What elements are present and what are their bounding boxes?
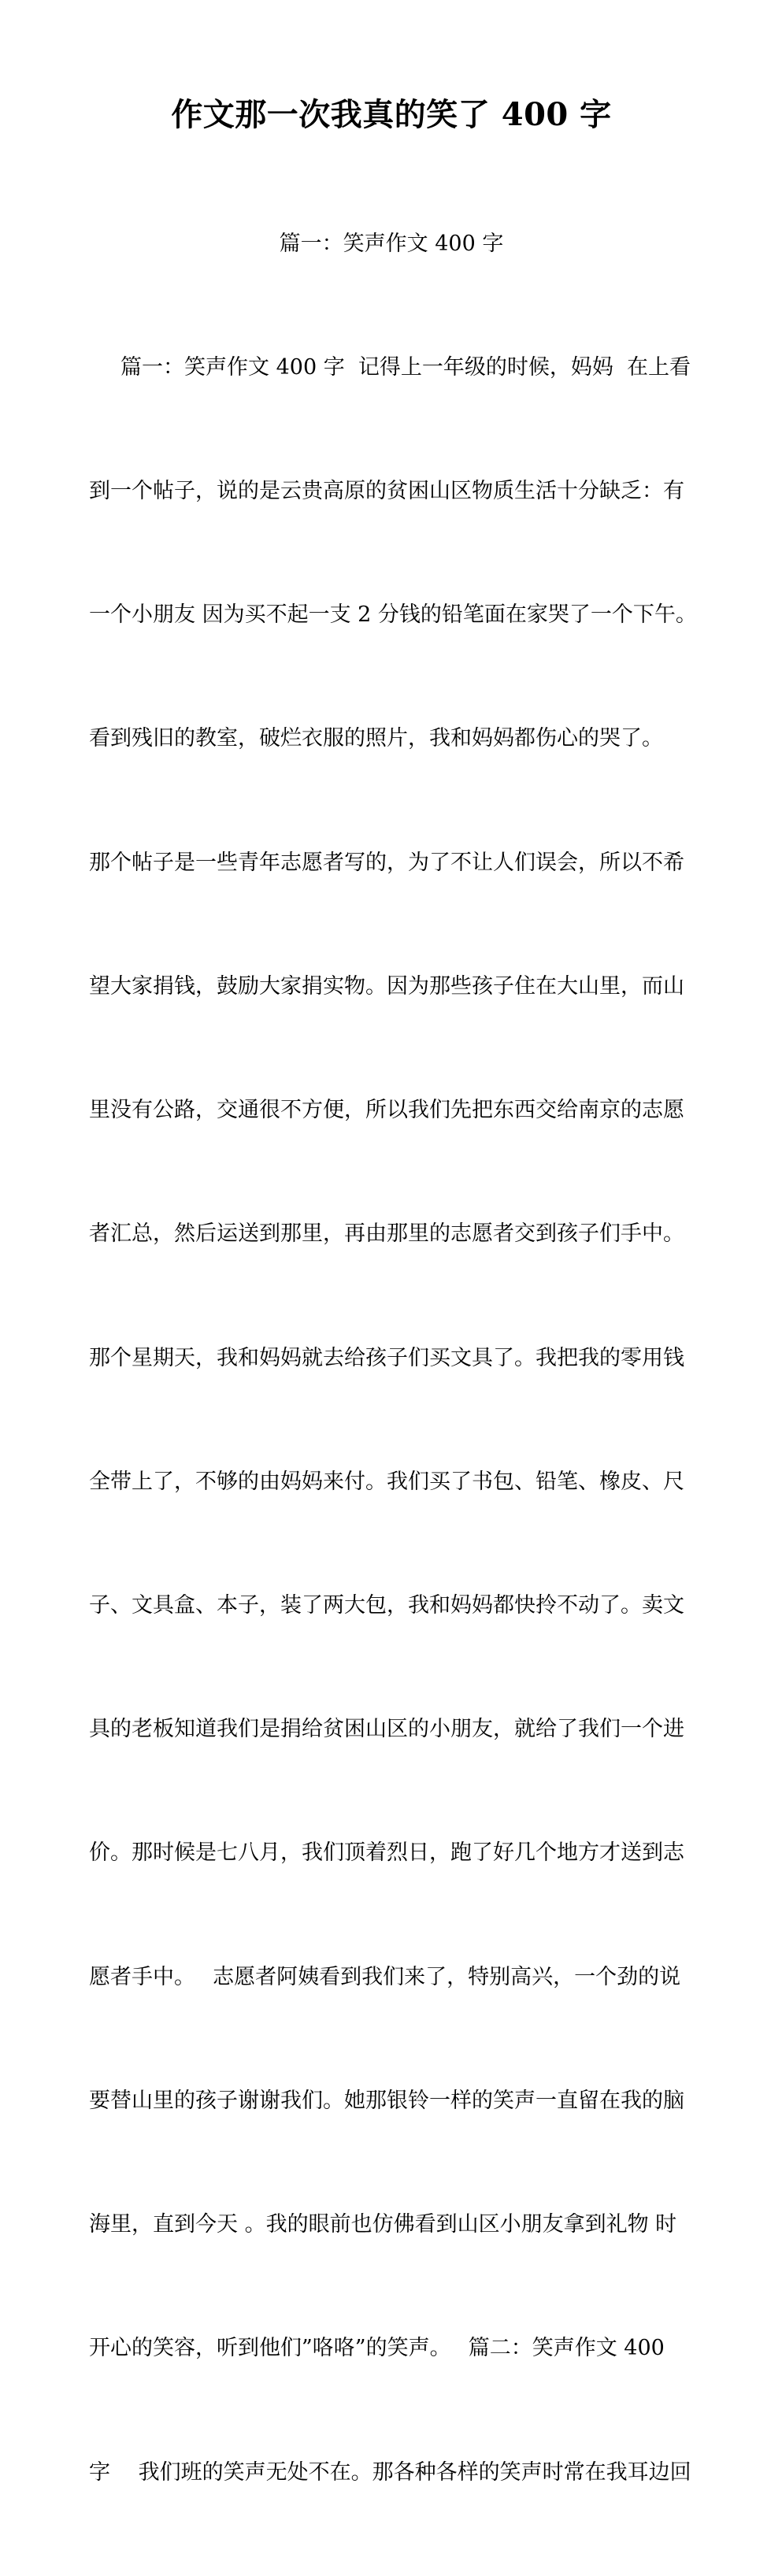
body-text [89,265,697,2576]
body-line: 价。那时候是七八月，我们顶着烈日，跑了好几个地方才送到志 [89,1840,684,1866]
section-heading: 篇一：笑声作文 400 字 [279,232,504,256]
body-line: 里没有公路，交通很不方便，所以我们先把东西交给南京的志愿 [89,1098,684,1123]
body-line: 篇一：笑声作文 400 字 记得上一年级的时候，妈妈 在上看 [120,354,691,380]
body-line: 字 我们班的笑声无处不在。那各种各样的笑声时常在我耳边回 [89,2459,691,2485]
body-line: 那个帖子是一些青年志愿者写的，为了不让人们误会，所以不希 [89,850,684,875]
page-title: 作文那一次我真的笑了 400 字 [171,96,612,133]
body-line: 看到残旧的教室，破烂衣服的照片，我和妈妈都伤心的哭了。 [89,726,663,751]
body-line: 开心的笑容，听到他们”咯咯”的笑声。 篇二：笑声作文 400 [89,2336,665,2361]
body-line: 望大家捐钱，鼓励大家捐实物。因为那些孩子住在大山里，而山 [89,973,684,999]
title-spacer [89,137,694,224]
body-line: 要替山里的孩子谢谢我们。她那银铃一样的笑声一直留在我的脑 [89,2088,684,2113]
body-line: 海里，直到今天 。我的眼前也仿佛看到山区小朋友拿到礼物 时 [89,2212,677,2237]
body-line: 愿者手中。 志愿者阿姨看到我们来了，特别高兴，一个劲的说 [89,1964,681,1989]
body-line: 子、文具盒、本子，装了两大包，我和妈妈都快拎不动了。卖文 [89,1593,684,1618]
body-line: 那个星期天，我和妈妈就去给孩子们买文具了。我把我的零用钱 [89,1345,684,1370]
body-line: 一个小朋友 因为买不起一支 2 分钱的铅笔面在家哭了一个下午。 [89,602,697,628]
document-content [89,0,697,2576]
body-line: 具的老板知道我们是捐给贫困山区的小朋友，就给了我们一个进 [89,1717,684,1742]
body-line: 到一个帖子，说的是云贵高原的贫困山区物质生活十分缺乏：有 [89,479,684,504]
body-line: 者汇总，然后运送到那里，再由那里的志愿者交到孩子们手中。 [89,1221,684,1247]
body-line: 全带上了，不够的由妈妈来付。我们买了书包、铅笔、橡皮、尺 [89,1469,684,1494]
